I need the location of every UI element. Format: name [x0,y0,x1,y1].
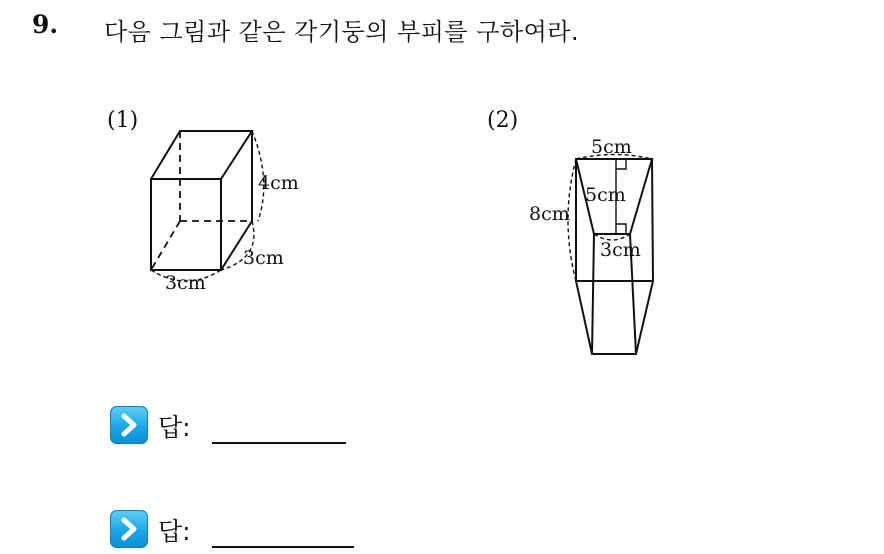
chevron-right-icon [110,406,148,444]
prism-inner-height-label: 5cm [585,184,626,206]
question-number: 9. [32,10,59,39]
figure2-label: (2) [487,108,519,133]
question-text: 다음 그림과 같은 각기둥의 부피를 구하여라. [104,18,580,46]
prism-top-label: 5cm [591,136,632,158]
cuboid-height-label: 4cm [258,172,299,194]
figure1-label: (1) [107,108,139,133]
prism-dimension-arcs [568,155,652,282]
cuboid-width-label: 3cm [165,272,206,294]
answer-label: 답: [158,413,191,442]
answer-input-line[interactable] [212,442,346,444]
answer-label: 답: [158,517,191,546]
cuboid-depth-label: 3cm [243,247,284,269]
prism-bottom-label: 3cm [600,239,641,261]
prism-height-label: 8cm [529,203,570,225]
chevron-right-icon [110,510,148,548]
answer-input-line[interactable] [212,546,354,548]
